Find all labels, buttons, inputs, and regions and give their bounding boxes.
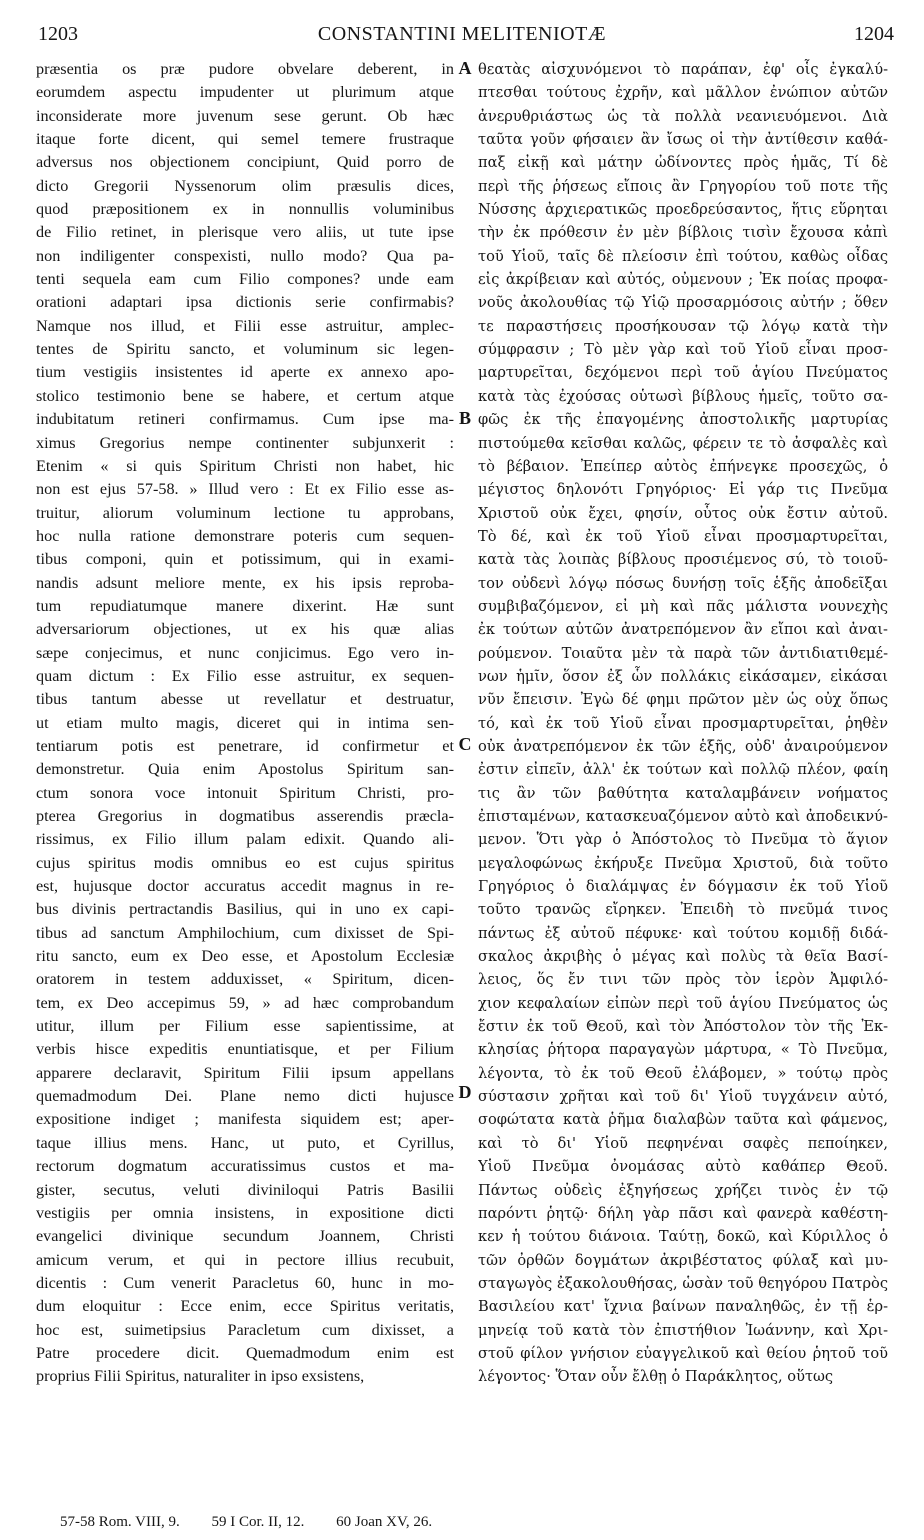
greek-text-line: ἔστιν ἐκ τοῦ Θεοῦ, καὶ τὸν Ἀπόστολον τὸν τῆς Ἐκ- (478, 1018, 888, 1036)
latin-text-line: tentes de Spiritu sancto, et voluminum sic legen- (36, 340, 454, 359)
greek-text-line: Βασιλείου κατ' ἴχνια βαίνων παναληθῶς, ἐν τῇ ἑρ- (478, 1298, 888, 1316)
greek-text-line: τῶν ὀρθῶν δογμάτων ἀκριβέστατος φύλαξ καὶ μυ- (478, 1251, 888, 1269)
greek-text-line: πάντως ἐξ αὐτοῦ πέφυκε· καὶ τούτου κομιδῇ διδά- (478, 924, 888, 942)
greek-text-line: πιστούμεθα κεῖσθαι καλῶς, φέρειν τε τὸ ἀσφαλὲς καὶ (478, 434, 888, 452)
latin-text-line: nandis adsunt meliore mente, ex his ipsis reproba- (36, 573, 454, 592)
page-header (30, 18, 894, 50)
footnote-2: 59 I Cor. II, 12. (211, 1514, 305, 1530)
latin-text-line: ximus Gregorius nempe continenter subjunxerit : (36, 433, 454, 452)
greek-text-line: μαρτυρεῖται, δεχόμενοι περὶ τοῦ ἁγίου Πνεύματος (478, 364, 888, 382)
latin-text-line: adversariorum objectiones, ut ex his quæ alias (36, 620, 454, 639)
greek-text-line: φῶς ἐκ τῆς ἐπαγομένης ἀποστολικῆς μαρτυρίας (478, 411, 888, 429)
margin-letter-c: C (458, 734, 472, 754)
greek-text-line: λέγοντος· Ὅταν οὖν ἔλθῃ ὁ Παράκλητος, οὕτως (478, 1368, 834, 1386)
greek-column (478, 58, 888, 1498)
greek-text-line: παρόντι ῥητῷ· δήλη γὰρ πᾶσι καὶ φανερὰ καθέστη- (478, 1204, 888, 1222)
latin-text-line: rectorum dogmatum accuratissimus custos et ma- (36, 1157, 454, 1176)
greek-text-line: Υἱοῦ Πνεῦμα ὀνομάσας αὐτὸ καθάπερ Θεοῦ. (478, 1158, 888, 1176)
greek-text-line: σοφώτατα κατὰ ῥῆμα διαλαβὼν ταῦτα καὶ φάμενος, (478, 1111, 888, 1129)
latin-text-line: non indiligenter conspexisti, nullo modo? Qua pa- (36, 246, 454, 265)
latin-text-line: sæpe conjecimus, et nunc conjicimus. Ego vero in- (36, 643, 454, 662)
greek-text-line: ἐπισταμένων, κατασκευαζόμενον αὐτὸ καὶ ἀποδεικνύ- (478, 808, 888, 825)
greek-text-line: ταῦτα γοῦν φήσαιεν ἂν ἴσως οἱ τὴν ἀντίθεσιν καθά- (478, 131, 888, 149)
greek-text-line: Γρηγόριος ὁ διαλάμψας ἐν δόγμασιν ἐκ τοῦ Υἱοῦ (478, 878, 888, 896)
greek-text-line: τις ἂν τῶν βαθύτητα καταλαμβάνειν νοήματος (478, 784, 888, 802)
latin-text-line: Patre procedere dicit. Quemadmodum enim est (36, 1343, 454, 1362)
greek-text-line: τοῦ Υἱοῦ, ταῖς δὲ πλείοσιν ἐπὶ τούτου, καθὼς οἶδας (478, 247, 888, 265)
latin-text-line: ctum sonora voce intonuit Spiritum Christi, pro- (36, 783, 454, 802)
latin-text-line: tibus componi, quin et potissimum, qui in exami- (36, 550, 454, 569)
margin-letter-b: B (458, 408, 471, 428)
greek-text-line: νοῦς ἀκολουθίας τῷ Υἱῷ προσαρμόσοις αὐτήν ; ὅθεν (478, 294, 888, 312)
latin-text-line: tibus tantum abesse ut revellatur et destruatur, (36, 690, 454, 709)
margin-letter-a: A (458, 58, 472, 78)
latin-text-line: evangelici divinique secundum Joannem, Christi (36, 1227, 454, 1246)
greek-text-line: νων ἡμῖν, ὅσον ἐξ ὧν πολλάκις εἰκάσαμεν, εἰκάσαι (478, 667, 888, 685)
greek-text-line: θεατὰς αἰσχυνόμενοι τὸ παράπαν, ἐφ' οἷς ἐγκαλύ- (478, 61, 888, 78)
latin-text-line: rissimus, ex Filio illum palam edixit. Quando ali- (36, 830, 454, 849)
greek-text-line: Χριστοῦ οὐκ ἔχει, φησίν, οὗτος οὐκ ἔστιν αὐτοῦ. (478, 504, 888, 522)
greek-text-line: περὶ τῆς ῥήσεως εἴποις ἂν Γρηγορίου τοῦ ποτε τῆς (478, 177, 888, 195)
latin-text-line: hoc nulla ratione demonstrare poteris cum sequen- (36, 526, 454, 545)
greek-text-line: τὸ βέβαιον. Ἐπείπερ αὐτὸς ἐπήνεγκε προσεχῶς, ὁ (478, 457, 888, 475)
greek-text-line: πτεσθαι τούτους ἐχρῆν, καὶ μᾶλλον ἐνώπιον αὐτῶν (478, 84, 888, 102)
greek-text-line: τοῦτο τρανῶς εἴρηκεν. Ἐπειδὴ τὸ πνεῦμά τινος (478, 901, 888, 919)
latin-text-line: bus divinis pertractandis Basilius, qui in uno ex capi- (36, 900, 454, 919)
latin-text-line: proprius Filii Spiritus, naturaliter in ipso exsistens, (36, 1367, 365, 1386)
latin-text-line: verbis hisce expeditis enuntiatisque, et per Filium (36, 1040, 454, 1059)
greek-text-line: κλησίας ῥήτορα παραγαγὼν μάρτυρα, « Τὸ Πνεῦμα, (478, 1041, 888, 1059)
greek-text-line: μενον. Ὅτι γὰρ ὁ Ἀπόστολος τὸ Πνεῦμα τὸ ἅγιον (478, 831, 888, 849)
latin-text-line: tenti sequela eam cum Filio compones? unde eam (36, 270, 454, 289)
latin-text-line: tentiarum potis est penetrare, id confirmetur et (36, 736, 454, 755)
greek-text-line: εἰς ἀκρίβειαν καὶ αὐτός, οὐμενουν ; Ἐκ ποίας προφα- (478, 271, 888, 289)
greek-text-line: μεγαλοφώνως ἐκήρυξε Πνεῦμα Χριστοῦ, διὰ τοῦτο (478, 854, 888, 872)
greek-text-line: ἀνερυθριάστως ὡς τὰ πολλὰ νεανιευόμενοι. Διὰ (478, 107, 888, 125)
greek-text-line: παξ εἰκῇ καὶ μάτην ὠδίνοντες πρὸς ἡμᾶς, Τί δὲ (478, 154, 888, 172)
latin-text-line: orationi adaptari ipsa dictionis serie confirmabis? (36, 293, 454, 312)
greek-text-line: τον οὐδενὶ λόγῳ πόσως δυνήσῃ τοῖς ἑξῆς ἀποδεῖξαι (478, 574, 888, 592)
latin-text-line: quod præpositionem ex in nonnullis voluminibus (36, 200, 454, 219)
footnote-1: 57-58 Rom. VIII, 9. (60, 1514, 180, 1530)
latin-text-line: expositione indiget ; manifesta siquidem est; aper- (36, 1110, 454, 1129)
latin-text-line: demonstretur. Quia enim Apostolus Spiritum san- (36, 760, 454, 779)
greek-text-line: σύστασιν χρῆται καὶ τοῦ δι' Υἱοῦ τυγχάνειν αὐτό, (478, 1088, 888, 1106)
latin-text-line: ritu sancto, eum ex Deo esse, et Apostolum Ecclesiæ (36, 947, 454, 966)
latin-text-line: pterea Gregorius in dogmatibus asserendis præcla- (36, 807, 454, 825)
footnote-3: 60 Joan XV, 26. (336, 1514, 433, 1530)
latin-text-line: stolico testimonio bene se habere, et certum atque (36, 386, 454, 405)
latin-text-line: non est ejus 57-58. » Illud vero : Et ex Filio esse as- (36, 480, 454, 499)
greek-text-line: οὐκ ἀνατρεπόμενον ἐκ τῶν ἑξῆς, οὐδ' ἀναιρούμενον (478, 737, 888, 755)
page-number-right: 1204 (854, 23, 894, 45)
latin-text-line: apparere declaravit, Spiritum Filii ipsum appellans (36, 1063, 454, 1082)
greek-text-line: κεν ἡ τούτου διάνοια. Ταύτῃ, δοκῶ, καὶ Κύριλλος ὁ (478, 1228, 888, 1246)
greek-text-line: ἐκ τούτων αὐτῶν ἀνατρεπόμενον ἂν εἴποι καὶ ἀναι- (478, 621, 888, 639)
latin-text-line: quam dictum : Ex Filio esse astruitur, ex sequen- (36, 666, 454, 685)
greek-text-line: σκαλος ἀκριβὴς ὁ μέγας καὶ πολὺς τὰ θεῖα Βασί- (478, 948, 888, 966)
greek-text-line: καὶ τὸ δι' Υἱοῦ πεφηνέναι σαφὲς πεποίηκεν, (478, 1134, 888, 1152)
running-title: CONSTANTINI MELITENIOTÆ (317, 23, 607, 45)
latin-text-line: tibus ad sanctum Amphilochium, cum dixisset de Spi- (36, 923, 454, 942)
latin-text-line: cujus spiritus modis omnibus eo est cujus spiritus (36, 853, 454, 872)
latin-text-line: oratorem in testem adduxisset, « Spiritum, dicen- (36, 970, 454, 989)
greek-text-line: σύμφρασιν ; Τὸ μὲν γὰρ καὶ τοῦ Υἱοῦ εἶναι προσ- (478, 341, 888, 359)
latin-text-line: quemadmodum Dei. Plane nemo dicti hujusce (36, 1087, 454, 1106)
latin-text-line: præsentia os præ pudore obvelare deberent, in (36, 60, 454, 78)
margin-letter-d: D (458, 1082, 472, 1102)
latin-text-line: adversus nos objectionem concipiunt, Quid porro de (36, 153, 454, 172)
page-number-left: 1203 (38, 23, 78, 45)
greek-text-line: λειος, ὅς ἔν τινι τῶν πρὸς τὸν ἱερὸν Ἀμφιλό- (478, 971, 888, 989)
latin-text-line: est, hujusque doctor accuratus accedit magnus in re- (36, 877, 454, 896)
latin-text-line: inconsiderate more juvenum sese gerunt. Ob hæc (36, 106, 454, 125)
latin-column (36, 58, 454, 1498)
greek-text-line: στοῦ φίλον γνήσιον εὐαγγελικοῦ καὶ θείου ῥητοῦ τοῦ (478, 1344, 888, 1362)
latin-text-line: hoc est, suimetipsius Paracletum cum dixisset, a (36, 1320, 454, 1339)
greek-text-line: σταγωγὸς ἐξακολουθήσας, ὡσὰν τοῦ θεηγόρου Πατρὸς (478, 1274, 888, 1292)
latin-text-line: vestigiis per omnia insistens, in expositione dicti (36, 1203, 454, 1222)
latin-text-line: tum repudiatumque manere dixerint. Hæ sunt (36, 596, 454, 615)
greek-text-line: νῦν ἔπεισιν. Ἐγὼ δέ φημι πρῶτον μὲν ὡς οὐχ ὅπως (478, 691, 888, 709)
latin-text-line: taque illius mens. Hanc, ut puto, et Cyrillus, (36, 1133, 454, 1152)
greek-text-line: χιον κεφαλαίων εἰπὼν περὶ τοῦ ἁγίου Πνεύματος ὡς (478, 994, 888, 1012)
greek-text-line: ρούμενον. Τοιαῦτα μὲν τὰ παρὰ τῶν ἀντιδιατιθεμέ- (478, 644, 888, 662)
latin-text-line: tium vestigiis insistentes id aperte ex annexo apo- (36, 363, 454, 382)
greek-text-line: Νύσσης ἀρχιερατικῶς προεδρεύσαντος, ἥτις εὕρηται (478, 201, 888, 219)
latin-text-line: dum eloquitur : Ecce enim, ecce Spiritus veritatis, (36, 1297, 454, 1316)
greek-text-line: κατὰ τὰς λοιπὰς βίβλους προσιέμενος σύ, τὸ τοιοῦ- (478, 551, 888, 569)
footnotes (60, 1512, 860, 1532)
greek-text-line: συμβιβαζόμενον, εἰ μὴ καὶ πᾶς μάλιστα νουνεχὴς (478, 597, 888, 615)
latin-text-line: gister, secutus, veluti diviniloqui Patris Basilii (36, 1180, 454, 1199)
latin-text-line: eorumdem aspectu impudenter ut plurimum atque (36, 83, 454, 102)
latin-text-line: dicto Gregorii Nyssenorum olim præsulis dices, (36, 176, 454, 195)
greek-text-line: τό, καὶ ἐκ τοῦ Υἱοῦ εἶναι προσμαρτυρεῖται, ῥηθὲν (478, 714, 888, 732)
latin-text-line: Etenim « si quis Spiritum Christi non habet, hic (36, 456, 454, 475)
latin-text-line: amicum verum, et qui in pectore illius recubuit, (36, 1250, 454, 1269)
greek-text-line: τε παραστήσεις προσήκουσαν τῷ λόγῳ κατὰ τὴν (478, 317, 888, 335)
greek-text-line: μηνείᾳ τοῦ κατὰ τὸν ἐπιστήθιον Ἰωάννην, καὶ Χρι- (478, 1321, 888, 1339)
latin-text-line: dicentis : Cum venerit Paracletus 60, hunc in mo- (36, 1273, 454, 1292)
greek-text-line: τὴν ἐκ πρόθεσιν ἐν μὲν βίβλοις τισὶν ἔχουσα κἀπὶ (478, 224, 888, 242)
greek-text-line: Πάντως οὐδεὶς ἐξηγήσεως χρήζει τινὸς ἐν τῷ (478, 1181, 888, 1199)
greek-text-line: Τὸ δέ, καὶ ἐκ τοῦ Υἱοῦ εἶναι προσμαρτυρεῖται, (478, 527, 888, 545)
latin-text-line: truitur, aliorum voluminum lectione tu approbans, (36, 503, 454, 522)
greek-text-line: μέγιστος δηλονότι Γρηγόριος· Εἰ γάρ τις Πνεῦμα (478, 481, 888, 499)
latin-text-line: de Filio retinet, in plerisque vero aliis, ut tute ipse (36, 223, 454, 242)
greek-text-line: κατὰ τὰς ἐχούσας οὑτωσὶ βίβλους ἡμεῖς, τοῦτο σα- (478, 387, 888, 405)
latin-text-line: utitur, illum per Filium esse sapientissime, at (36, 1017, 454, 1036)
latin-text-line: itaque forte dicent, qui semel temere frustraque (36, 130, 454, 149)
greek-text-line: λέγοντα, τὸ ἐκ τοῦ Θεοῦ ἐλάβομεν, » τούτῳ πρὸς (478, 1064, 888, 1082)
latin-text-line: Namque nos illud, et Filii esse astruitur, amplec- (36, 316, 454, 335)
latin-text-line: ut etiam multo magis, diceret qui in intima sen- (36, 713, 454, 732)
latin-text-line: tem, ex Deo accepimus 59, » ad hæc comprobandum (36, 993, 454, 1012)
greek-text-line: ἐστιν εἰπεῖν, ἀλλ' ἐκ τούτων καὶ πολλῷ πλέον, φαίη (478, 761, 888, 779)
latin-text-line: indubitatum retineri confirmamus. Cum ipse ma- (36, 410, 454, 429)
